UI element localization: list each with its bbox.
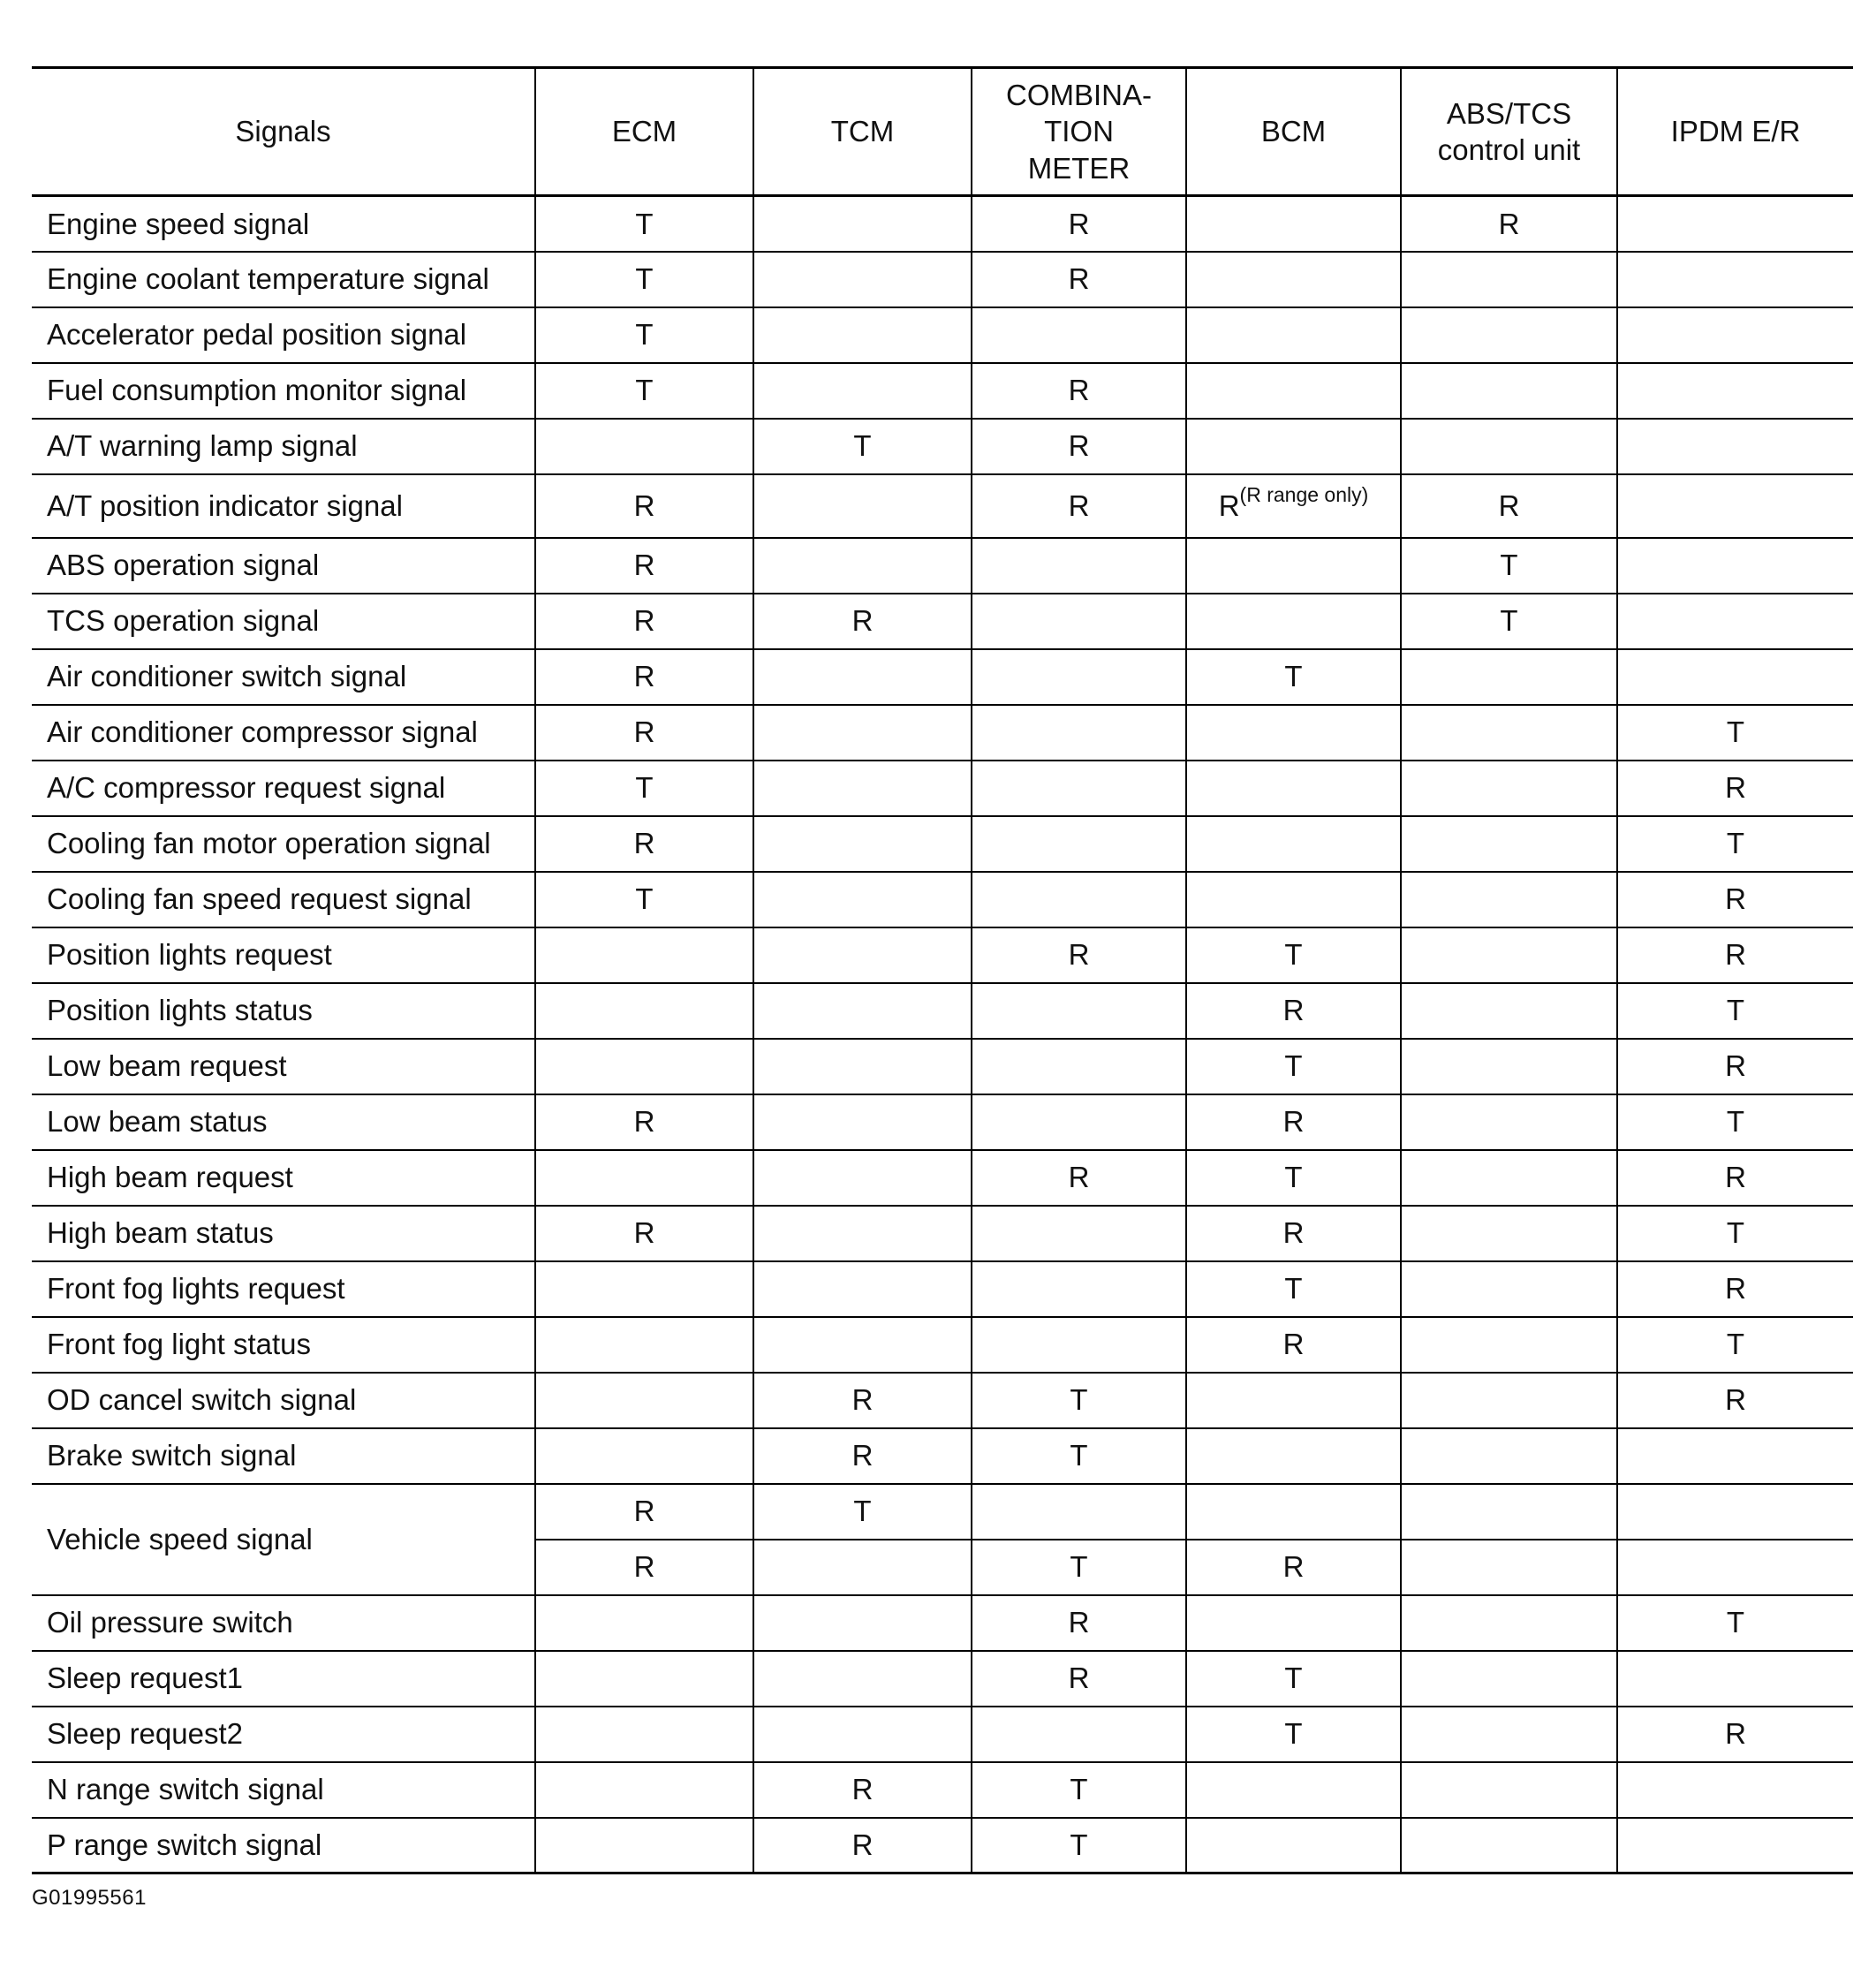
signal-role-cell <box>1186 538 1401 594</box>
table-row <box>32 252 1853 307</box>
signal-role-cell: T <box>1617 1317 1853 1373</box>
signal-role-cell <box>1186 872 1401 927</box>
signal-role: R <box>1218 488 1240 522</box>
signal-role-cell <box>1617 363 1853 419</box>
signal-name-cell: Cooling fan motor operation signal <box>32 816 535 872</box>
signal-role-cell <box>1401 1818 1617 1873</box>
signal-role-cell: R <box>1617 1373 1853 1428</box>
signal-role-cell <box>753 761 972 816</box>
signal-role-cell <box>1186 307 1401 363</box>
signal-role-cell: T <box>1186 927 1401 983</box>
signal-role-cell <box>1401 1707 1617 1762</box>
column-header-abs-tcs: ABS/TCS control unit <box>1401 68 1617 196</box>
signal-name-cell: A/T position indicator signal <box>32 474 535 538</box>
signal-role-cell <box>1186 594 1401 649</box>
signal-role-cell: T <box>972 1373 1186 1428</box>
signal-role-cell: R <box>1617 761 1853 816</box>
signal-role-cell <box>1401 363 1617 419</box>
table-row <box>32 1206 1853 1261</box>
signal-role-cell <box>1401 252 1617 307</box>
signal-role-cell <box>1401 307 1617 363</box>
table-row <box>32 983 1853 1039</box>
signal-name-cell: ABS operation signal <box>32 538 535 594</box>
signal-role-cell <box>753 1039 972 1094</box>
signal-role-cell <box>535 1762 753 1818</box>
signal-name-cell: High beam status <box>32 1206 535 1261</box>
signal-role-cell: R <box>1617 927 1853 983</box>
signal-role-cell <box>972 594 1186 649</box>
signal-role-cell <box>1186 1818 1401 1873</box>
signal-role-cell <box>1186 1428 1401 1484</box>
signal-name-cell: Low beam status <box>32 1094 535 1150</box>
signal-role-note: (R range only) <box>1239 482 1369 506</box>
table-row <box>32 1150 1853 1206</box>
table-row <box>32 538 1853 594</box>
signal-name-cell: A/T warning lamp signal <box>32 419 535 474</box>
table-row <box>32 927 1853 983</box>
signal-role-cell: R <box>972 419 1186 474</box>
signal-role-cell <box>1401 1428 1617 1484</box>
signal-role-cell <box>1401 1094 1617 1150</box>
signal-name-cell: Fuel consumption monitor signal <box>32 363 535 419</box>
signal-role-cell: T <box>753 1484 972 1540</box>
signal-role-cell <box>1401 927 1617 983</box>
signal-role-cell: T <box>972 1818 1186 1873</box>
signal-name-cell: Oil pressure switch <box>32 1595 535 1651</box>
signal-role-cell: R <box>1186 1094 1401 1150</box>
signal-role-cell: T <box>1186 1707 1401 1762</box>
signal-role-cell <box>1186 1595 1401 1651</box>
signal-role-cell <box>535 1428 753 1484</box>
signal-name-cell: Vehicle speed signal <box>32 1484 535 1595</box>
table-row <box>32 1373 1853 1428</box>
signal-role-cell <box>972 1039 1186 1094</box>
signal-role-cell <box>972 1206 1186 1261</box>
signal-role-cell: R <box>535 538 753 594</box>
column-header-ecm: ECM <box>535 68 753 196</box>
signal-role-cell: R <box>1186 983 1401 1039</box>
signal-role-cell: T <box>535 307 753 363</box>
signal-role-cell <box>1617 419 1853 474</box>
signal-role-cell <box>753 1261 972 1317</box>
signal-name-cell: High beam request <box>32 1150 535 1206</box>
table-row <box>32 594 1853 649</box>
column-header-bcm: BCM <box>1186 68 1401 196</box>
table-row <box>32 1707 1853 1762</box>
signal-role-cell <box>1617 1651 1853 1707</box>
signal-role-cell <box>753 816 972 872</box>
signal-name-cell: TCS operation signal <box>32 594 535 649</box>
signal-role-cell <box>1401 1261 1617 1317</box>
signal-name-cell: Brake switch signal <box>32 1428 535 1484</box>
signal-role-cell <box>1186 474 1401 538</box>
signal-role-cell: T <box>1617 816 1853 872</box>
signal-role-cell: R <box>1186 1540 1401 1595</box>
signal-role-cell <box>535 1150 753 1206</box>
signal-role-cell: R <box>753 1762 972 1818</box>
signal-role-cell: R <box>535 1094 753 1150</box>
signal-role-cell: R <box>1617 1150 1853 1206</box>
signal-role-cell: T <box>972 1762 1186 1818</box>
signal-role-cell: R <box>535 594 753 649</box>
table-row <box>32 761 1853 816</box>
signal-role-cell: T <box>1617 1094 1853 1150</box>
signal-role-cell: R <box>1401 474 1617 538</box>
signal-role-cell <box>1401 1150 1617 1206</box>
signal-role-cell: R <box>1401 196 1617 252</box>
signal-role-cell: T <box>1401 538 1617 594</box>
signal-role-cell <box>753 474 972 538</box>
table-row <box>32 1818 1853 1873</box>
signal-role-cell <box>972 816 1186 872</box>
signal-role-cell <box>1401 705 1617 761</box>
signal-role-cell <box>535 1261 753 1317</box>
table-row <box>32 1261 1853 1317</box>
signal-role-cell: R <box>972 363 1186 419</box>
signal-role-cell <box>1401 983 1617 1039</box>
signal-role-cell <box>972 1261 1186 1317</box>
table-row <box>32 1595 1853 1651</box>
signal-role-cell <box>1401 1651 1617 1707</box>
signal-role-cell: T <box>1186 1039 1401 1094</box>
signal-role-cell <box>753 983 972 1039</box>
signal-role-cell <box>1401 649 1617 705</box>
signal-name-cell: N range switch signal <box>32 1762 535 1818</box>
signal-role-cell: R <box>972 1651 1186 1707</box>
signal-role-cell: T <box>1186 649 1401 705</box>
signal-role-cell <box>1186 196 1401 252</box>
signal-role-cell <box>1186 816 1401 872</box>
signal-role-cell: T <box>1617 1595 1853 1651</box>
signal-role-cell: R <box>972 196 1186 252</box>
signal-role-cell <box>753 705 972 761</box>
signal-role-cell <box>753 1651 972 1707</box>
table-row <box>32 1651 1853 1707</box>
signal-role-cell: R <box>972 1595 1186 1651</box>
signal-name-cell: Position lights status <box>32 983 535 1039</box>
table-row <box>32 816 1853 872</box>
column-header-signals: Signals <box>32 68 535 196</box>
table-row <box>32 1094 1853 1150</box>
signal-role-cell <box>1617 1484 1853 1540</box>
table-row <box>32 1039 1853 1094</box>
signal-role-cell <box>972 761 1186 816</box>
signal-name-cell: Accelerator pedal position signal <box>32 307 535 363</box>
signal-role-cell: T <box>535 252 753 307</box>
table-row <box>32 1762 1853 1818</box>
signal-role-cell <box>535 983 753 1039</box>
signal-role-cell <box>1186 252 1401 307</box>
signal-role-cell <box>753 1317 972 1373</box>
table-row <box>32 705 1853 761</box>
signal-role-cell <box>1401 1484 1617 1540</box>
signal-role-cell <box>1401 816 1617 872</box>
signal-role-cell <box>1617 1762 1853 1818</box>
signal-role-cell <box>1401 1317 1617 1373</box>
signal-name-cell: Position lights request <box>32 927 535 983</box>
signal-role-cell: R <box>972 927 1186 983</box>
signal-role-cell <box>1186 419 1401 474</box>
signal-name-cell: OD cancel switch signal <box>32 1373 535 1428</box>
signal-role-cell: R <box>972 252 1186 307</box>
signal-role-cell <box>1617 474 1853 538</box>
signal-role-cell <box>1186 761 1401 816</box>
signal-role-cell: T <box>972 1428 1186 1484</box>
figure-code: G01995561 <box>32 1886 147 1910</box>
signal-name-cell: Cooling fan speed request signal <box>32 872 535 927</box>
signal-name-cell: Front fog light status <box>32 1317 535 1373</box>
signal-role-cell <box>1186 363 1401 419</box>
signal-role-cell: T <box>1617 983 1853 1039</box>
signal-role-cell: R <box>535 1206 753 1261</box>
signal-role-cell <box>1186 705 1401 761</box>
signal-role-cell <box>1186 1762 1401 1818</box>
signal-role-cell <box>753 1540 972 1595</box>
signal-role-cell <box>1401 419 1617 474</box>
signal-role-cell <box>1617 307 1853 363</box>
signal-role-cell <box>753 872 972 927</box>
signal-role-cell: R <box>535 816 753 872</box>
signal-role-cell <box>1617 538 1853 594</box>
signal-role-cell <box>535 1373 753 1428</box>
signal-role-cell: R <box>1186 1206 1401 1261</box>
signal-role-cell <box>972 983 1186 1039</box>
signal-role-cell <box>1401 761 1617 816</box>
signal-role-cell <box>535 927 753 983</box>
table-row <box>32 1484 1853 1540</box>
table-body <box>32 196 1853 1873</box>
signal-role-cell: R <box>535 649 753 705</box>
table-row <box>32 474 1853 538</box>
signal-role-cell <box>753 252 972 307</box>
table-row <box>32 419 1853 474</box>
table-row <box>32 649 1853 705</box>
signal-role-cell: T <box>535 761 753 816</box>
signal-role-cell: T <box>535 872 753 927</box>
signal-role-cell: R <box>1186 1317 1401 1373</box>
signal-role-cell <box>535 419 753 474</box>
table-row <box>32 363 1853 419</box>
signal-name-cell: Sleep request1 <box>32 1651 535 1707</box>
table-row <box>32 872 1853 927</box>
signal-role-cell <box>1401 872 1617 927</box>
signal-name-cell: Engine coolant temperature signal <box>32 252 535 307</box>
signal-role-cell <box>535 1317 753 1373</box>
signal-role-cell <box>753 363 972 419</box>
signal-role-cell <box>1401 1762 1617 1818</box>
signal-role-cell: T <box>535 363 753 419</box>
signal-role-cell: R <box>753 1373 972 1428</box>
signal-role-cell <box>1186 1484 1401 1540</box>
signal-role-cell <box>972 649 1186 705</box>
column-header-combination-meter: COMBINA- TION METER <box>972 68 1186 196</box>
signal-role-cell: R <box>1617 1039 1853 1094</box>
signal-role-cell: T <box>1617 1206 1853 1261</box>
signal-role-cell <box>753 1150 972 1206</box>
signal-role-cell <box>1617 594 1853 649</box>
signal-role-cell <box>535 1707 753 1762</box>
signal-role-cell <box>972 1094 1186 1150</box>
signal-role-cell <box>535 1818 753 1873</box>
signal-role-cell <box>753 927 972 983</box>
signal-name-cell: Air conditioner compressor signal <box>32 705 535 761</box>
signal-role-cell: T <box>1186 1261 1401 1317</box>
signal-role-cell: T <box>535 196 753 252</box>
signal-role-cell: R <box>753 1428 972 1484</box>
signal-role-cell <box>1401 1540 1617 1595</box>
signal-role-cell: R <box>535 1540 753 1595</box>
signal-role-cell <box>1401 1373 1617 1428</box>
column-header-tcm: TCM <box>753 68 972 196</box>
signal-role-cell <box>1401 1595 1617 1651</box>
signal-role-cell <box>535 1651 753 1707</box>
signal-role-cell <box>753 649 972 705</box>
table-row <box>32 1428 1853 1484</box>
signal-role-cell <box>535 1039 753 1094</box>
signal-role-cell <box>753 307 972 363</box>
signal-role-cell: T <box>972 1540 1186 1595</box>
column-header-ipdm-er: IPDM E/R <box>1617 68 1853 196</box>
signal-role-cell <box>1617 649 1853 705</box>
signal-name-cell: Air conditioner switch signal <box>32 649 535 705</box>
signal-name-cell: A/C compressor request signal <box>32 761 535 816</box>
table-row <box>32 196 1853 252</box>
signal-name-cell: Front fog lights request <box>32 1261 535 1317</box>
signal-role-cell <box>753 1206 972 1261</box>
signal-role-cell <box>1617 1540 1853 1595</box>
header-row <box>32 68 1853 196</box>
table-row <box>32 1317 1853 1373</box>
signal-role-cell <box>1186 1373 1401 1428</box>
signal-role-cell: T <box>1617 705 1853 761</box>
signal-role-cell: R <box>972 1150 1186 1206</box>
signal-role-cell <box>1617 252 1853 307</box>
signal-role-cell: R <box>1617 1707 1853 1762</box>
signal-role-cell: R <box>535 705 753 761</box>
signal-matrix-table <box>32 66 1853 1874</box>
signal-role-cell: R <box>753 1818 972 1873</box>
signal-role-cell: R <box>972 474 1186 538</box>
signal-role-cell <box>1617 1818 1853 1873</box>
signal-role-cell: T <box>1401 594 1617 649</box>
signal-role-cell <box>1617 196 1853 252</box>
signal-name-cell: Low beam request <box>32 1039 535 1094</box>
signal-role-cell <box>972 705 1186 761</box>
signal-role-cell <box>753 196 972 252</box>
signal-role-cell <box>1401 1206 1617 1261</box>
signal-role-cell <box>972 1317 1186 1373</box>
signal-role-cell: R <box>535 1484 753 1540</box>
table-row <box>32 307 1853 363</box>
signal-role-cell <box>1401 1039 1617 1094</box>
signal-role-cell: R <box>1617 872 1853 927</box>
signal-role-cell <box>972 307 1186 363</box>
signal-role-cell: R <box>535 474 753 538</box>
signal-role-cell <box>753 1595 972 1651</box>
signal-role-cell <box>972 1484 1186 1540</box>
signal-role-cell <box>753 1094 972 1150</box>
signal-name-cell: Engine speed signal <box>32 196 535 252</box>
signal-role-cell <box>972 1707 1186 1762</box>
signal-role-cell: R <box>1617 1261 1853 1317</box>
signal-role-cell <box>1617 1428 1853 1484</box>
signal-name-cell: Sleep request2 <box>32 1707 535 1762</box>
signal-role-cell <box>972 872 1186 927</box>
signal-role-cell <box>753 538 972 594</box>
signal-name-cell: P range switch signal <box>32 1818 535 1873</box>
signal-role-cell: R <box>753 594 972 649</box>
signal-role-cell: T <box>753 419 972 474</box>
signal-role-cell <box>535 1595 753 1651</box>
signal-role-cell <box>753 1707 972 1762</box>
signal-role-cell: T <box>1186 1651 1401 1707</box>
signal-role-cell: T <box>1186 1150 1401 1206</box>
signal-role-cell <box>972 538 1186 594</box>
